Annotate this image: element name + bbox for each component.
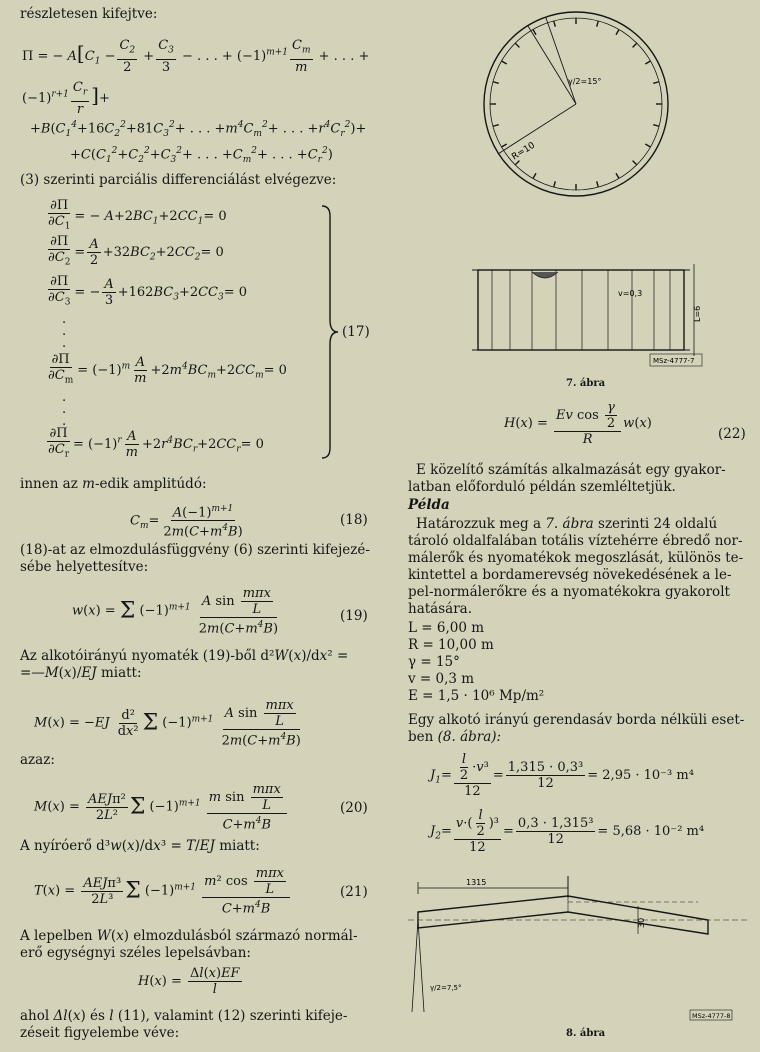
eq22-number: (22) (718, 426, 746, 442)
eqH: H(x) = $\frac{\Delta l(x)EF}{l}$ (138, 966, 240, 997)
eq18-number: (18) (340, 512, 368, 528)
system-dots-2: . . . (62, 390, 67, 429)
fig7-rib-tick (533, 173, 536, 178)
pi-equation-line4: $+C(C_1^2+C_2^2+C_3^2+$ . . . $+C_m^2+$ . . . $+C_r^2$) (70, 146, 333, 165)
fig7-rib-tick (597, 181, 599, 187)
fig7-rib-tick (533, 30, 536, 35)
fig8-thickness-label: 30 (637, 917, 646, 928)
eq19: w(x) = Σ $(-1)^{m+1}$ A sin $\frac{\text{mπx}}{L}$ $2m(C+m^4B)$ (72, 586, 279, 637)
para2-line2: tároló oldalfalában totális víztehérre ébredő nor- (408, 533, 743, 549)
final-text-1: ahol Δl(x) és l (11), valamint (12) szerinti kifeje- (20, 1008, 348, 1024)
fig7-height-label: L=6 (693, 305, 702, 322)
fig8-drawing (408, 872, 758, 1024)
fig7-rib-tick (502, 144, 507, 147)
fig7-elevation (470, 262, 720, 372)
fig7-rib-tick (554, 21, 556, 27)
system-brace (318, 204, 340, 460)
fig7-rib-tick (616, 30, 619, 35)
subst-text-2: sébe helyettesítve: (20, 559, 149, 575)
fig7-rib-tick (633, 43, 637, 47)
eq19-number: (19) (340, 608, 368, 624)
param-gamma: γ = 15° (408, 654, 460, 670)
system-eq-m: $\frac{\partial\Pi}{\partial C_m}$ = $(-1)^m$ $\frac{A}{m}$ $+2m^4BC_m+2CC_m= 0$ (48, 352, 287, 386)
final-text-2: zéseit figyelembe véve: (20, 1025, 180, 1041)
fig8-caption: 8. ábra (566, 1028, 606, 1039)
J2-result: = 5,68 · 10⁻² m⁴ (597, 824, 705, 839)
param-R: R = 10,00 m (408, 637, 494, 653)
fig7-plan-view (476, 4, 676, 204)
pi-equation-line2: $(-1)^{r+1}$ $\frac{C_r}{r}$ ]+ (22, 80, 110, 117)
fig7-rib-tick (645, 144, 650, 147)
fig8-stamp: MSz-4777-8 (692, 1012, 731, 1020)
J1-result: = 2,95 · 10⁻³ m⁴ (587, 768, 694, 783)
fig7-caption: 7. ábra (566, 378, 606, 389)
para2-line1: Határozzuk meg a 7. ábra szerinti 24 oldalú (416, 516, 718, 532)
param-L: L = 6,00 m (408, 620, 485, 636)
para2-line3: málerők és nyomatékok megoszlását, különös te- (408, 550, 744, 566)
eqM: M(x) = −EJ $\frac{\text{d²}}{\text{dx²}}$ Σ $(-1)^{m+1}$ A sin $\frac{\text{mπx}}{L}$ $2m(C+m^4B)$ (34, 698, 301, 749)
fig7-wall-label: v=0,3 (618, 289, 643, 298)
fig7-rib-tick (653, 82, 659, 84)
param-v: v = 0,3 m (408, 671, 475, 687)
normal-text-1: A lepelben W(x) elmozdulásból származó normál- (20, 928, 358, 944)
para1-line2: latban előforduló példán szemléltetjük. (408, 479, 676, 495)
system-eq-r: $\frac{\partial\Pi}{\partial C_r}$ = $(-1)^r$ $\frac{A}{m}$ $+2r^4BC_r+2CC_r= 0$ (48, 426, 264, 460)
system-eq-1: $\frac{\partial\Pi}{\partial C_1}$ = − $A+2BC_1+2CC_1= 0$ (48, 198, 227, 232)
system-eq-2: $\frac{\partial\Pi}{\partial C_2}$ = $\frac{A}{2}$ $+32BC_2+2CC_2= 0$ (48, 234, 224, 268)
fig7-rib-tick (645, 61, 650, 64)
intro-text: részletesen kifejtve: (20, 6, 158, 22)
fig7-rib-tick (515, 43, 519, 47)
fig7-radius-label: R=10 (510, 140, 538, 163)
fig7-stamp: MSz-4777-7 (653, 357, 695, 365)
para2-line5: pel-normálerőkre és a nyomatékokra gyakorolt (408, 584, 730, 600)
eq21-number: (21) (340, 884, 368, 900)
fig7-rib-tick (493, 82, 499, 84)
shear-text: A nyíróerő d³w(x)/dx³ = T/EJ miatt: (20, 838, 260, 854)
para1-line1: E közelítő számítás alkalmazását egy gyakor- (416, 462, 726, 478)
fig7-rib-tick (502, 61, 507, 64)
pi-equation-line1: Π = − $A[C_1$ − $\frac{C_2}{2}$ + $\frac{C_3}{3}$ − . . . + $(-1)^{m+1}$ $\frac{C_m}{m}$ + . . . + (22, 38, 370, 75)
param-E: E = 1,5 · 10⁶ Mp/m² (408, 688, 545, 704)
fig7-rib-tick (616, 173, 619, 178)
eq17-number: (17) (342, 324, 370, 340)
eq18: $C_m=$ $\frac{A(-1)^{m+1}}{2m(C+m^4B)}$ (130, 504, 243, 540)
fig7-rib-tick (554, 181, 556, 187)
moment-text-2: =—M(x)/EJ miatt: (20, 665, 142, 681)
fig7-rib-tick (493, 125, 499, 127)
azaz-text: azaz: (20, 752, 55, 768)
para2-line6: hatására. (408, 601, 472, 617)
beam-text-2: ben (8. ábra): (408, 729, 502, 745)
eq20-number: (20) (340, 800, 368, 816)
fig8-angle-label: γ/2=7,5° (430, 984, 462, 992)
beam-text-1: Egy alkotó irányú gerendasáv borda nélküli eset- (408, 712, 745, 728)
fig7-rib-tick (653, 125, 659, 127)
fig7-rib-tick (597, 21, 599, 27)
J1-equation: $J_1=$ $\frac{l}{2}$ ·v³ 12 = $\frac{\text{1,315 · 0,3³}}{12}$ = 2,95 · 10⁻³ m⁴ (430, 752, 694, 799)
example-heading: Példa (408, 497, 450, 513)
normal-text-2: erő egységnyi széles lepelsávban: (20, 945, 251, 961)
fig7-rib-tick (633, 161, 637, 165)
eq22: H(x) = Ev cos $\frac{\gamma}{2}$ R w(x) (504, 400, 652, 447)
partial-diff-text: (3) szerinti parciális differenciálást elvégezve: (20, 172, 337, 188)
pi-equation-line3: $+B(C_1^4+16C_2^2+81C_3^2+$ . . . $+m^4C_m^2+$ . . . $+r^4C_r^2)+$ (30, 120, 367, 139)
system-eq-3: $\frac{\partial\Pi}{\partial C_3}$ = − $\frac{A}{3}$ $+162BC_3+2CC_3= 0$ (48, 274, 248, 308)
fig8-length-label: 1315 (466, 878, 487, 887)
J2-equation: $J_2=$ v·( $\frac{l}{2}$ )³ 12 = $\frac{\text{0,3 · 1,315³}}{12}$ = 5,68 · 10⁻² m⁴ (430, 808, 705, 855)
eq20: M(x) = $\frac{\text{AEJπ²}}{\text{2L²}}$ Σ $(-1)^{m+1}$ m sin $\frac{\text{mπx}}{L}$ $C+m^4B$ (34, 782, 289, 832)
para2-line4: kintettel a bordamerevség növekedésének a le- (408, 567, 732, 583)
fig7-angle-label: γ/2=15° (568, 77, 602, 86)
system-dots-1: . . . (62, 312, 67, 351)
amplitude-text: innen az m-edik amplitúdó: (20, 476, 207, 492)
subst-text-1: (18)-at az elmozdulásfüggvény (6) szerinti kifejezé- (20, 542, 370, 558)
eq21: T(x) = $\frac{\text{AEJπ³}}{\text{2L³}}$ Σ $(-1)^{m+1}$ m² cos $\frac{\text{mπx}}{L}$ $C+m^4B$ (34, 866, 292, 916)
moment-text-1: Az alkotóirányú nyomaték (19)-ből d²W(x)/dx² = (20, 648, 349, 664)
